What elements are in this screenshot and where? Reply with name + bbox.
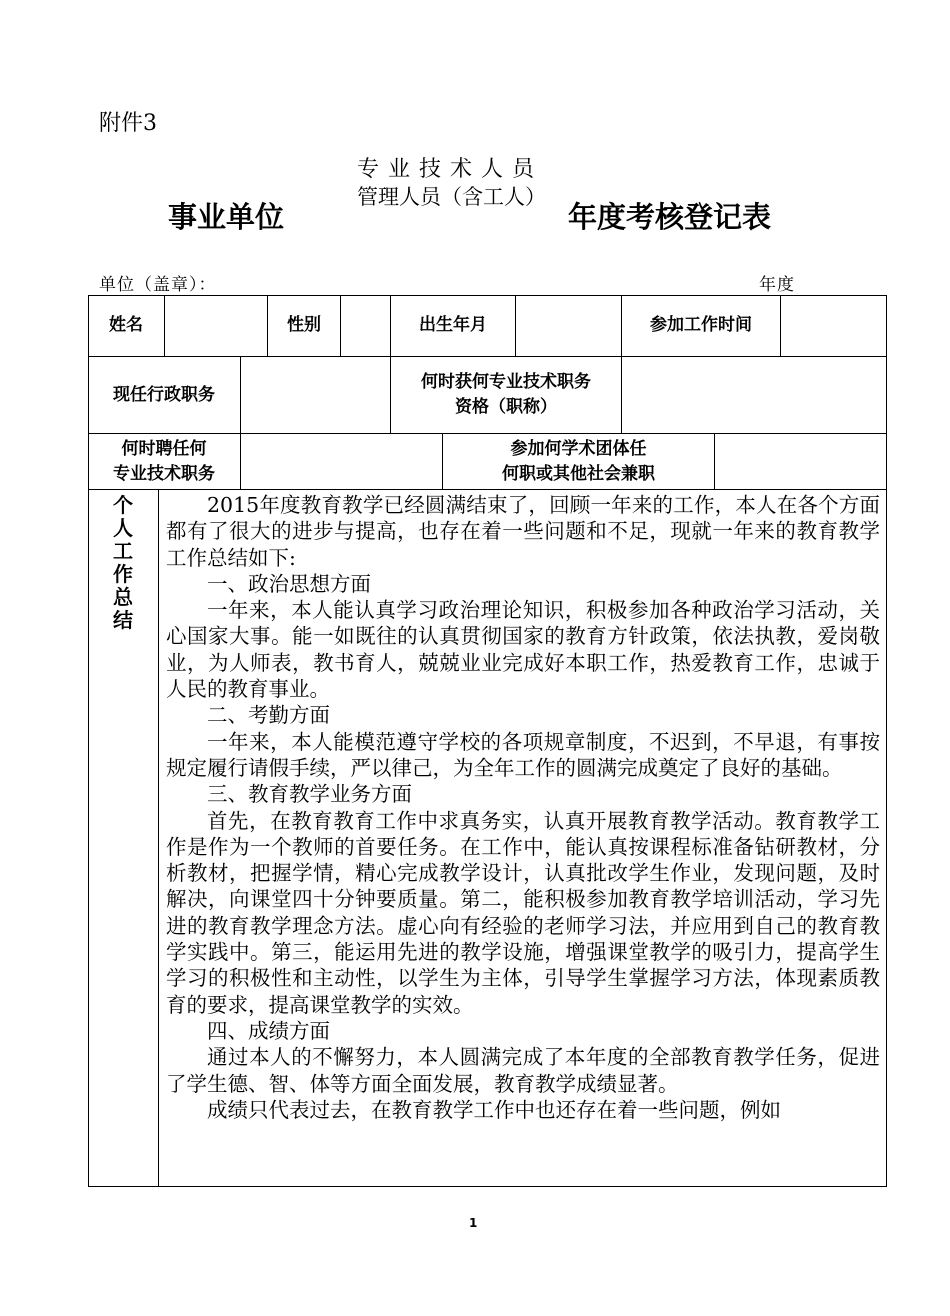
gender-field[interactable] <box>341 295 390 356</box>
qualification-label <box>391 357 621 433</box>
society-label <box>443 434 714 489</box>
birth-date-label: 出生年月 <box>419 315 487 335</box>
summary-label-char: 工 <box>113 539 133 563</box>
admin-post-field[interactable] <box>241 357 390 433</box>
unit-seal-label: 单位（盖章）： <box>99 275 217 295</box>
summary-paragraph: 一年来，本人能认真学习政治理论知识，积极参加各种政治学习活动，关心国家大事。能一如既往的认真贯彻国家的教育方针政策，依法执教，爱岗敬业，为人师表，教书育人，兢兢业业完成好本职工作，热爱教育工作，忠诚于人民的教育事业。 <box>166 598 880 702</box>
attachment-label: 附件3 <box>99 111 157 136</box>
birth-date-field[interactable] <box>516 295 621 356</box>
qualification-field[interactable] <box>622 357 886 433</box>
summary-section-heading: 一、政治思想方面 <box>207 571 371 596</box>
society-label-line1: 参加何学术团体任 <box>510 438 647 459</box>
column-divider <box>158 489 159 1187</box>
appointment-label-line1: 何时聘任何 <box>121 438 207 459</box>
summary-paragraph: 首先，在教育教育工作中求真务实，认真开展教育教学活动。教育教学工作是作为一个教师的首要任务。在工作中，能认真按课程标准备钻研教材，分析教材，把握学情，精心完成教学设计，认真批改学生作业，发现问题，及时解决，向课堂四十分钟要质量。第二，能积极参加教育教学培训活动，学习先进的教育教学理念方法。虚心向有经验的老师学习法，并应用到自己的教育教学实践中。第三，能运用先进的教学设施，增强课堂教学的吸引力，提高学生学习的积极性和主动性，以学生为主体，引导学生掌握学习方法，体现素质教育的要求，提高课堂教学的实效。 <box>166 808 880 1017</box>
title-category-management: 管理人员（含工人） <box>357 185 546 209</box>
work-start-field[interactable] <box>781 295 886 356</box>
personal-summary-label <box>88 492 158 632</box>
row-divider <box>88 489 887 490</box>
title-institution: 事业单位 <box>168 200 285 234</box>
summary-paragraph: 一年来，本人能模范遵守学校的各项规章制度，不迟到，不早退，有事按规定履行请假手续，严以律己，为全年工作的圆满完成奠定了良好的基础。 <box>166 729 880 780</box>
appointment-label <box>88 434 240 489</box>
summary-paragraph: 2015年度教育教学已经圆满结束了，回顾一年来的工作，本人在各个方面都有了很大的进步与提高，也存在着一些问题和不足，现就一年来的教育教学工作总结如下: <box>166 493 880 570</box>
assessment-form-table <box>88 295 887 1187</box>
summary-section-heading: 四、成绩方面 <box>207 1018 330 1043</box>
qualification-label-line1: 何时获何专业技术职务 <box>421 372 591 392</box>
title-category-professional: 专业技术人员 <box>357 157 544 182</box>
society-label-line2: 何职或其他社会兼职 <box>502 463 655 484</box>
work-start-label: 参加工作时间 <box>650 315 752 335</box>
summary-label-char: 作 <box>113 562 133 586</box>
summary-label-char: 结 <box>113 608 133 632</box>
summary-paragraph: 成绩只代表过去，在教育教学工作中也还存在着一些问题，例如 <box>207 1097 781 1122</box>
society-field[interactable] <box>715 434 886 489</box>
page-number: 1 <box>469 1216 478 1230</box>
table-border-right <box>886 295 887 1187</box>
table-border-bottom <box>88 1186 887 1187</box>
year-label: 年度 <box>759 275 795 295</box>
summary-label-char: 总 <box>113 585 133 609</box>
name-field[interactable] <box>165 295 267 356</box>
qualification-label-line2: 资格（职称） <box>455 397 557 417</box>
summary-label-char: 个 <box>113 493 133 517</box>
appointment-field[interactable] <box>241 434 442 489</box>
summary-label-char: 人 <box>113 516 133 540</box>
summary-section-heading: 二、考勤方面 <box>207 703 330 728</box>
admin-post-label: 现任行政职务 <box>113 384 215 405</box>
title-form-name: 年度考核登记表 <box>568 200 772 234</box>
appointment-label-line2: 专业技术职务 <box>113 463 215 484</box>
name-label: 姓名 <box>109 315 143 335</box>
summary-paragraph: 通过本人的不懈努力，本人圆满完成了本年度的全部教育教学任务，促进了学生德、智、体等方面全面发展，教育教学成绩显著。 <box>166 1045 880 1096</box>
gender-label: 性别 <box>287 315 321 335</box>
summary-section-heading: 三、教育教学业务方面 <box>207 782 412 807</box>
personal-summary-text[interactable] <box>166 492 880 1123</box>
